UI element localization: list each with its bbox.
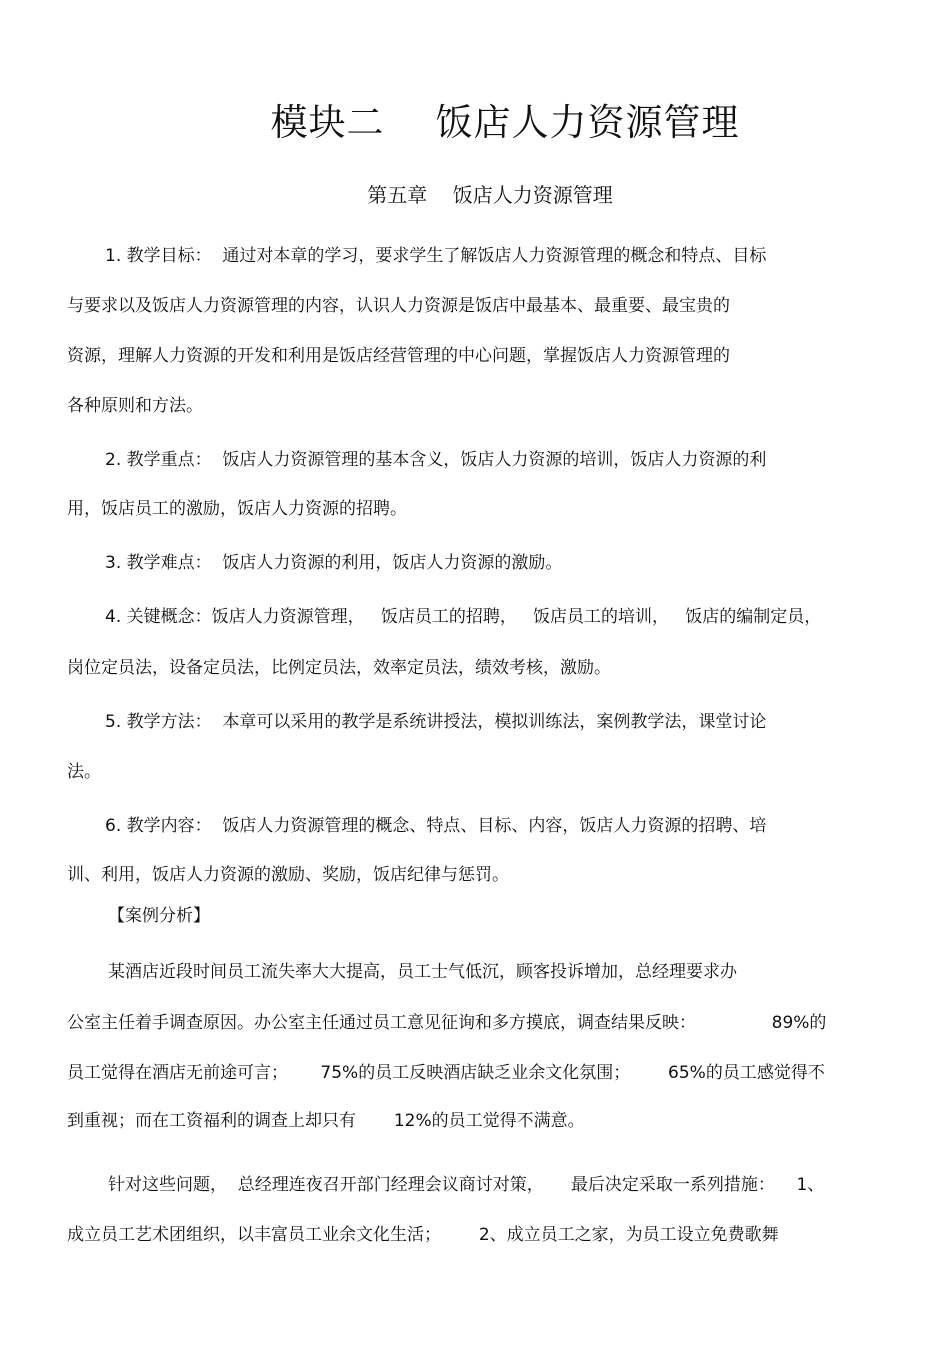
paragraph-line: 1. 教学目标： 通过对本章的学习，要求学生了解饭店人力资源管理的概念和特点、目标 (105, 246, 767, 266)
paragraph-line: 5. 教学方法： 本章可以采用的教学是系统讲授法，模拟训练法，案例教学法，课堂讨论 (105, 712, 767, 732)
paragraph-line: 6. 教学内容： 饭店人力资源管理的概念、特点、目标、内容，饭店人力资源的招聘、培 (105, 816, 767, 836)
paragraph-line: 岗位定员法，设备定员法，比例定员法，效率定员法，绩效考核，激励。 (67, 658, 611, 678)
paragraph-line: 3. 教学难点： 饭店人力资源的利用，饭店人力资源的激励。 (105, 553, 563, 573)
paragraph-line: 某酒店近段时间员工流失率大大提高，员工士气低沉，顾客投诉增加，总经理要求办 (108, 962, 737, 982)
case-analysis-heading: 【案例分析】 (108, 906, 210, 926)
paragraph-line: 4. 关键概念：饭店人力资源管理， 饭店员工的招聘， 饭店员工的培训， 饭店的编制定员， (105, 607, 822, 627)
paragraph-line: 各种原则和方法。 (67, 396, 203, 416)
paragraph-line: 法。 (67, 762, 101, 782)
paragraph-line: 员工觉得在酒店无前途可言； 75%的员工反映酒店缺乏业余文化氛围； 65%的员工感觉得不 (67, 1063, 825, 1083)
paragraph-line: 针对这些问题， 总经理连夜召开部门经理会议商讨对策， 最后决定采取一系列措施： 1、 (108, 1175, 825, 1195)
chapter-title: 第五章 饭店人力资源管理 (367, 183, 613, 207)
paragraph-line: 到重视；而在工资福利的调查上却只有 12%的员工觉得不满意。 (67, 1111, 585, 1131)
paragraph-line: 与要求以及饭店人力资源管理的内容，认识人力资源是饭店中最基本、最重要、最宝贵的 (67, 296, 730, 316)
paragraph-line: 用，饭店员工的激励，饭店人力资源的招聘。 (67, 499, 407, 519)
paragraph-line: 成立员工艺术团组织，以丰富员工业余文化生活； 2、成立员工之家，为员工设立免费歌舞 (67, 1225, 779, 1245)
module-title: 模块二 饭店人力资源管理 (270, 101, 740, 144)
paragraph-line: 训、利用，饭店人力资源的激励、奖励，饭店纪律与惩罚。 (67, 865, 509, 885)
paragraph-line: 2. 教学重点： 饭店人力资源管理的基本含义，饭店人力资源的培训，饭店人力资源的利 (105, 450, 767, 470)
paragraph-line: 资源，理解人力资源的开发和利用是饭店经营管理的中心问题，掌握饭店人力资源管理的 (67, 346, 730, 366)
paragraph-line: 公室主任着手调查原因。办公室主任通过员工意见征询和多方摸底，调查结果反映： 89%的 (67, 1013, 827, 1033)
